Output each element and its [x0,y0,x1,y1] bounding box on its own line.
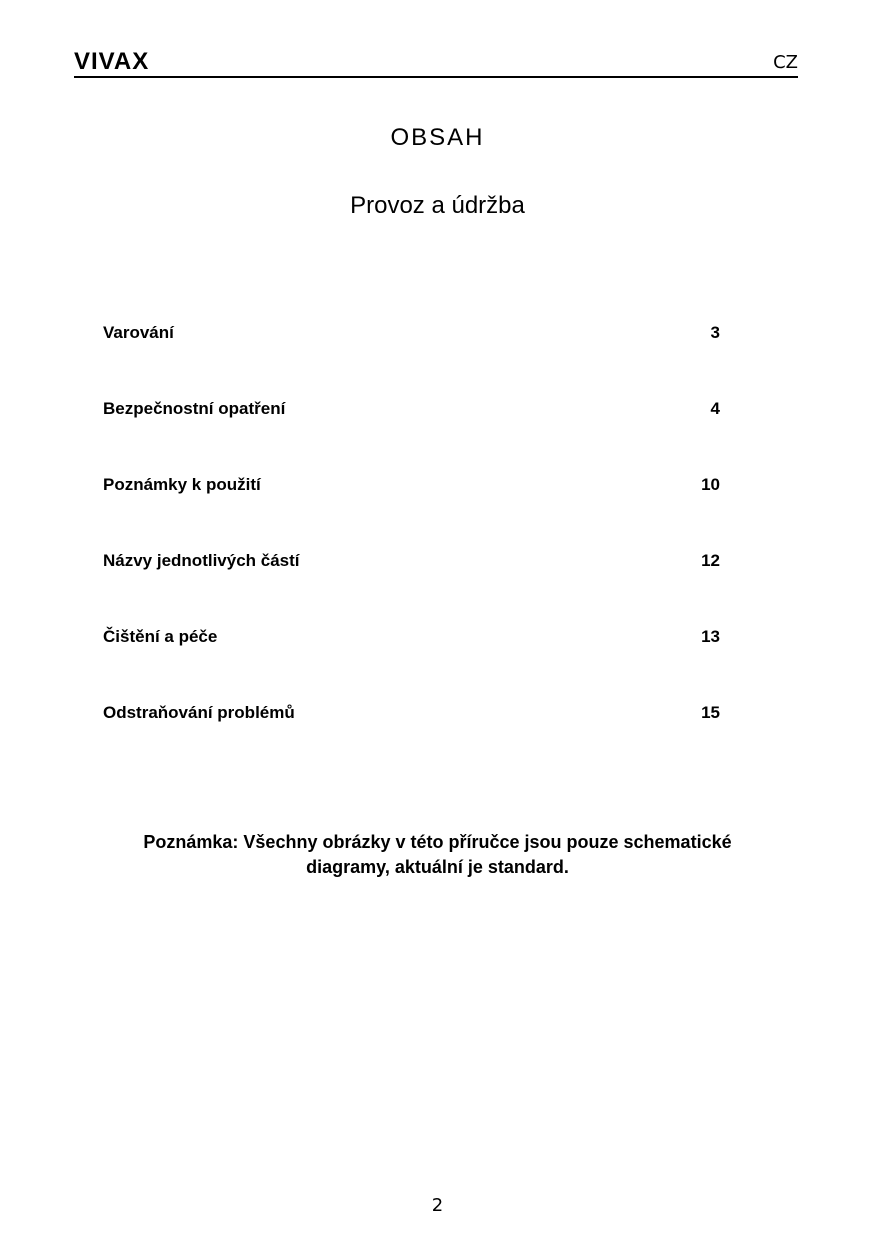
toc-entry-page: 4 [710,399,720,418]
toc-entry-label: Poznámky k použití [103,475,261,494]
toc-entry-label: Čištění a péče [103,627,218,646]
disclaimer-note [60,830,815,880]
toc-entry-part-names[interactable] [103,548,720,624]
toc-entry-page: 13 [701,627,720,646]
toc-entry-safety[interactable] [103,396,720,472]
page-subtitle: Provoz a údržba [350,192,525,219]
toc-entry-warnings[interactable] [103,320,720,396]
toc-entry-label: Varování [103,323,174,342]
toc-entry-usage-notes[interactable] [103,472,720,548]
page-title: OBSAH [390,124,485,151]
note-line-2: diagramy, aktuální je standard. [306,857,569,877]
language-code: CZ [773,52,798,73]
page-header [74,48,798,78]
toc-entry-page: 15 [701,703,720,722]
toc-entry-page: 12 [701,551,720,570]
toc-entry-label: Bezpečnostní opatření [103,399,286,418]
table-of-contents [103,320,720,776]
toc-entry-page: 3 [710,323,720,342]
toc-entry-cleaning[interactable] [103,624,720,700]
toc-entry-label: Názvy jednotlivých částí [103,551,300,570]
toc-entry-label: Odstraňování problémů [103,703,295,722]
page-number: 2 [431,1195,444,1216]
brand-logo: VIVAX [74,48,150,75]
toc-entry-troubleshooting[interactable] [103,700,720,776]
note-line-1: Poznámka: Všechny obrázky v této příručce jsou pouze schematické [143,832,732,852]
toc-entry-page: 10 [701,475,720,494]
